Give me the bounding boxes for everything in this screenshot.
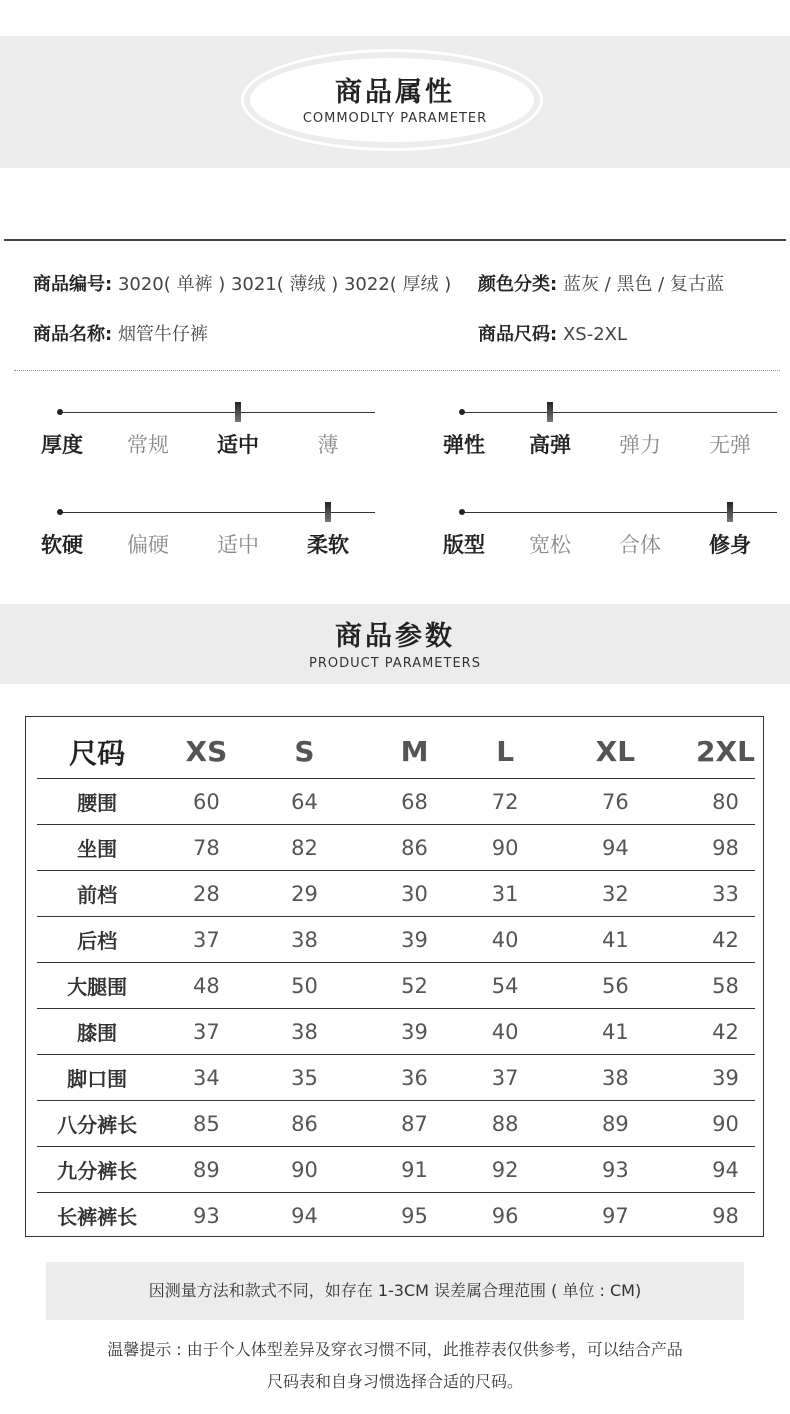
row-label: 膝围 <box>37 1009 157 1055</box>
measure-cell: 41 <box>535 1009 696 1055</box>
measure-cell: 50 <box>256 963 354 1009</box>
measure-cell: 86 <box>353 825 475 871</box>
measure-cell: 39 <box>696 1055 755 1101</box>
measure-cell: 87 <box>353 1101 475 1147</box>
measure-cell: 48 <box>157 963 255 1009</box>
size-header-cell: XL <box>535 725 696 779</box>
measure-cell: 39 <box>353 1009 475 1055</box>
measure-cell: 78 <box>157 825 255 871</box>
dotted-divider <box>14 370 780 371</box>
attribute-name: 版型 <box>443 533 485 557</box>
product-color-value: 蓝灰 / 黑色 / 复古蓝 <box>562 274 724 295</box>
product-size-label: 商品尺码: <box>478 324 558 345</box>
product-code-label: 商品编号: <box>33 274 113 295</box>
measure-cell: 80 <box>696 779 755 825</box>
size-table-body <box>37 779 755 1239</box>
measure-cell: 56 <box>535 963 696 1009</box>
attribute-fit <box>437 500 777 560</box>
measure-cell: 33 <box>696 871 755 917</box>
measure-cell: 37 <box>157 917 255 963</box>
measure-cell: 96 <box>491 1203 519 1228</box>
row-label: 脚口围 <box>37 1055 157 1101</box>
measure-cell: 98 <box>712 1203 739 1228</box>
measure-cell: 42 <box>696 1009 755 1055</box>
table-row <box>37 1147 755 1193</box>
measure-cell: 30 <box>353 871 475 917</box>
attribute-option: 修身 <box>709 533 751 557</box>
row-label: 腰围 <box>37 779 157 825</box>
product-name <box>33 320 208 346</box>
attribute-subtitle: COMMODLTY PARAMETER <box>302 111 488 126</box>
measure-cell: 39 <box>353 917 475 963</box>
table-row <box>37 1101 755 1147</box>
attribute-option: 宽松 <box>529 533 571 557</box>
measure-cell: 92 <box>476 1147 535 1193</box>
product-color-label: 颜色分类: <box>478 274 558 295</box>
measure-cell: 94 <box>535 825 696 871</box>
measure-cell: 97 <box>601 1203 629 1228</box>
size-table <box>37 725 755 1238</box>
size-table-box <box>25 716 764 1237</box>
measure-cell: 90 <box>476 825 535 871</box>
attribute-option: 柔软 <box>307 533 349 557</box>
attribute-option: 弹力 <box>619 433 661 457</box>
measure-cell: 35 <box>256 1055 354 1101</box>
attribute-title: 商品属性 <box>335 77 455 108</box>
measure-cell: 32 <box>535 871 696 917</box>
measure-cell: 40 <box>476 917 535 963</box>
table-row <box>37 917 755 963</box>
measure-cell: 86 <box>256 1101 354 1147</box>
size-header-cell: L <box>476 725 535 779</box>
scale-line <box>60 412 375 413</box>
scale-start-dot <box>57 409 63 415</box>
divider <box>4 239 786 241</box>
attribute-option: 偏硬 <box>127 533 169 557</box>
table-row <box>37 825 755 871</box>
row-label: 后档 <box>37 917 157 963</box>
attribute-softness <box>35 500 375 560</box>
measure-cell: 34 <box>157 1055 255 1101</box>
product-name-label: 商品名称: <box>33 324 113 345</box>
attribute-name: 厚度 <box>41 433 83 457</box>
measure-cell: 98 <box>696 825 755 871</box>
measure-cell: 68 <box>353 779 475 825</box>
measure-cell: 58 <box>696 963 755 1009</box>
table-row <box>37 779 755 825</box>
size-header-label: 尺码 <box>37 725 157 779</box>
size-header-cell: 2XL <box>696 725 755 779</box>
scale-start-dot <box>459 509 465 515</box>
measure-cell: 37 <box>476 1055 535 1101</box>
product-color <box>478 270 724 296</box>
size-header-cell: M <box>353 725 475 779</box>
measure-cell: 52 <box>353 963 475 1009</box>
row-label: 前档 <box>37 871 157 917</box>
measure-cell: 82 <box>256 825 354 871</box>
measure-cell: 38 <box>256 1009 354 1055</box>
measure-cell: 60 <box>157 779 255 825</box>
attribute-elasticity <box>437 400 777 460</box>
table-row <box>37 871 755 917</box>
measurement-note: 因测量方法和款式不同，如存在 1-3CM 误差属合理范围 ( 单位 : CM) <box>46 1262 744 1320</box>
attribute-option: 无弹 <box>709 433 751 457</box>
table-row <box>37 1193 755 1239</box>
scale-marker <box>325 502 331 522</box>
measure-cell: 38 <box>256 917 354 963</box>
measure-cell: 76 <box>535 779 696 825</box>
measure-cell: 72 <box>476 779 535 825</box>
scale-start-dot <box>459 409 465 415</box>
measure-cell: 38 <box>535 1055 696 1101</box>
scale-marker <box>727 502 733 522</box>
size-table-header <box>37 725 755 779</box>
row-label: 九分裤长 <box>37 1147 157 1193</box>
measure-cell: 89 <box>535 1101 696 1147</box>
measure-cell: 85 <box>157 1101 255 1147</box>
scale-start-dot <box>57 509 63 515</box>
product-size <box>478 320 627 346</box>
table-row <box>37 1055 755 1101</box>
tip-line-2: 尺码表和自身习惯选择合适的尺码。 <box>266 1372 523 1391</box>
measure-cell: 90 <box>696 1101 755 1147</box>
product-size-value: XS-2XL <box>562 324 628 345</box>
row-label: 大腿围 <box>37 963 157 1009</box>
measure-cell: 90 <box>256 1147 354 1193</box>
attribute-option: 合体 <box>619 533 661 557</box>
measure-cell: 91 <box>353 1147 475 1193</box>
tip-line-1: 温馨提示 : 由于个人体型差异及穿衣习惯不同，此推荐表仅供参考，可以结合产品 <box>107 1340 683 1359</box>
scale-line <box>462 412 777 413</box>
product-code <box>33 270 451 296</box>
measure-cell: 36 <box>353 1055 475 1101</box>
attribute-option: 适中 <box>217 533 259 557</box>
attribute-thickness <box>35 400 375 460</box>
measure-cell: 89 <box>157 1147 255 1193</box>
measure-cell: 93 <box>535 1147 696 1193</box>
attribute-option: 高弹 <box>529 433 571 457</box>
measure-cell: 88 <box>476 1101 535 1147</box>
attribute-option: 适中 <box>217 433 259 457</box>
attribute-name: 软硬 <box>41 533 83 557</box>
product-code-value: 3020( 单裤 ) 3021( 薄绒 ) 3022( 厚绒 ) <box>117 274 452 295</box>
measure-cell: 31 <box>476 871 535 917</box>
table-row <box>37 963 755 1009</box>
parameter-title: 商品参数 <box>335 621 455 652</box>
scale-marker <box>547 402 553 422</box>
attribute-option: 常规 <box>127 433 169 457</box>
measure-cell: 93 <box>193 1203 220 1228</box>
measure-cell: 28 <box>157 871 255 917</box>
scale-marker <box>235 402 241 422</box>
measure-cell: 29 <box>256 871 354 917</box>
measure-cell: 94 <box>696 1147 755 1193</box>
measure-cell: 42 <box>696 917 755 963</box>
measure-cell: 95 <box>401 1203 428 1228</box>
product-name-value: 烟管牛仔裤 <box>117 324 208 345</box>
measure-cell: 94 <box>291 1203 318 1228</box>
attribute-name: 弹性 <box>443 433 485 457</box>
attribute-option: 薄 <box>317 433 339 457</box>
row-label: 坐围 <box>37 825 157 871</box>
row-label: 八分裤长 <box>37 1101 157 1147</box>
measure-cell: 40 <box>476 1009 535 1055</box>
table-row <box>37 1009 755 1055</box>
size-header-cell: XS <box>157 725 255 779</box>
measure-cell: 37 <box>157 1009 255 1055</box>
size-header-cell: S <box>256 725 354 779</box>
measure-cell: 64 <box>256 779 354 825</box>
row-label: 长裤裤长 <box>57 1205 138 1229</box>
measure-cell: 54 <box>476 963 535 1009</box>
parameter-subtitle: PRODUCT PARAMETERS <box>309 656 481 671</box>
measure-cell: 41 <box>535 917 696 963</box>
